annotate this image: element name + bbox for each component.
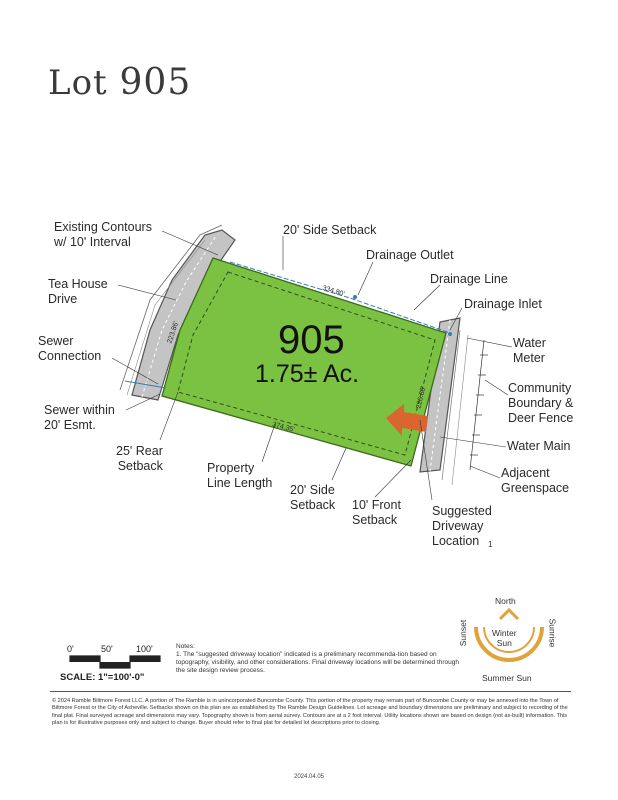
label-side-setback-bottom: 20' Side Setback [290, 483, 336, 512]
scale-bar [70, 656, 160, 668]
label-water-meter: Water Meter [513, 336, 546, 365]
footer-disclaimer: © 2024 Ramble Biltmore Forest LLC. A portion of The Ramble is in unincorporated Buncombe County. This portion of the property may remain part of Buncombe County or may be annexed into the Town of Biltmore Forest or the City of Asheville. Setbacks shown on this plan are as established by The Ramble Design Guidelines. Lot acreage and boundary dimensions are preliminary and subject to recording of the final plat. Final surveyed acreage and dimensions may vary. Topography shown is from aerial survey. Contours are at a 2 foot interval. Utility locations shown are based on design (not as-built) information. This plan is for illustrative purposes only and subject to change. Buyer should refer to final plat for detailed lot descriptions prior to closing. [52, 698, 568, 726]
lot-area: 1.75± Ac. [255, 360, 360, 388]
label-tea-house-drive: Tea House Drive [48, 277, 108, 306]
notes-heading: Notes: [176, 643, 195, 650]
sun-sunrise-label: Sunrise [547, 618, 558, 648]
footer-divider [50, 691, 571, 692]
label-drainage-line: Drainage Line [430, 272, 508, 286]
drainage-inlet-marker [448, 332, 452, 336]
label-property-line-length: Property Line Length [207, 461, 273, 490]
sun-summer-label: Summer Sun [482, 673, 532, 683]
label-side-setback-top: 20' Side Setback [283, 223, 377, 237]
label-drainage-inlet: Drainage Inlet [464, 297, 542, 311]
label-drainage-outlet: Drainage Outlet [366, 248, 454, 262]
sun-north-label: North [495, 596, 516, 606]
label-adjacent-greenspace: Adjacent Greenspace [501, 466, 570, 495]
label-sewer-connection: Sewer Connection [38, 334, 102, 363]
dimension-left: 223.86' [166, 320, 181, 345]
label-front-setback: 10' Front Setback [352, 498, 401, 527]
scale-tick-0: 0' [67, 644, 74, 654]
label-suggested-driveway: Suggested Driveway Location [432, 504, 492, 548]
deer-fence [470, 340, 488, 470]
label-water-main: Water Main [507, 439, 571, 453]
scale-tick-100: 100' [136, 644, 153, 654]
label-rear-setback: 25' Rear Setback [116, 444, 163, 473]
dimension-right: 226.80' [415, 385, 428, 410]
dimension-bottom: 374.35' [271, 421, 296, 434]
title-prefix: Lot [48, 63, 108, 103]
title-number: 905 [119, 62, 192, 103]
north-arrow-icon [500, 610, 518, 619]
sun-sunset-label: Sunset [458, 619, 469, 647]
notes-block [176, 643, 461, 675]
document-date: 2024.04.05 [293, 774, 325, 780]
label-driveway-footnote: 1 [488, 540, 493, 549]
scale-tick-50: 50' [101, 644, 113, 654]
notes-body: 1. The "suggested driveway location" indicated is a preliminary recommenda-tion based on topography, visibility, and other considerations. Final driveway locations will be determined through the site design review process. [176, 651, 460, 674]
scale-text: SCALE: 1"=100'-0" [60, 672, 145, 683]
drainage-outlet-marker [353, 295, 357, 299]
label-existing-contours: Existing Contours w/ 10' Interval [54, 220, 152, 249]
dimension-top: 334.80' [321, 284, 346, 299]
lot-number: 905 [278, 318, 345, 362]
label-sewer-within-easement: Sewer within 20' Esmt. [44, 403, 115, 432]
label-community-boundary: Community Boundary & Deer Fence [508, 381, 574, 425]
sun-winter-label: Winter Sun [492, 628, 517, 648]
